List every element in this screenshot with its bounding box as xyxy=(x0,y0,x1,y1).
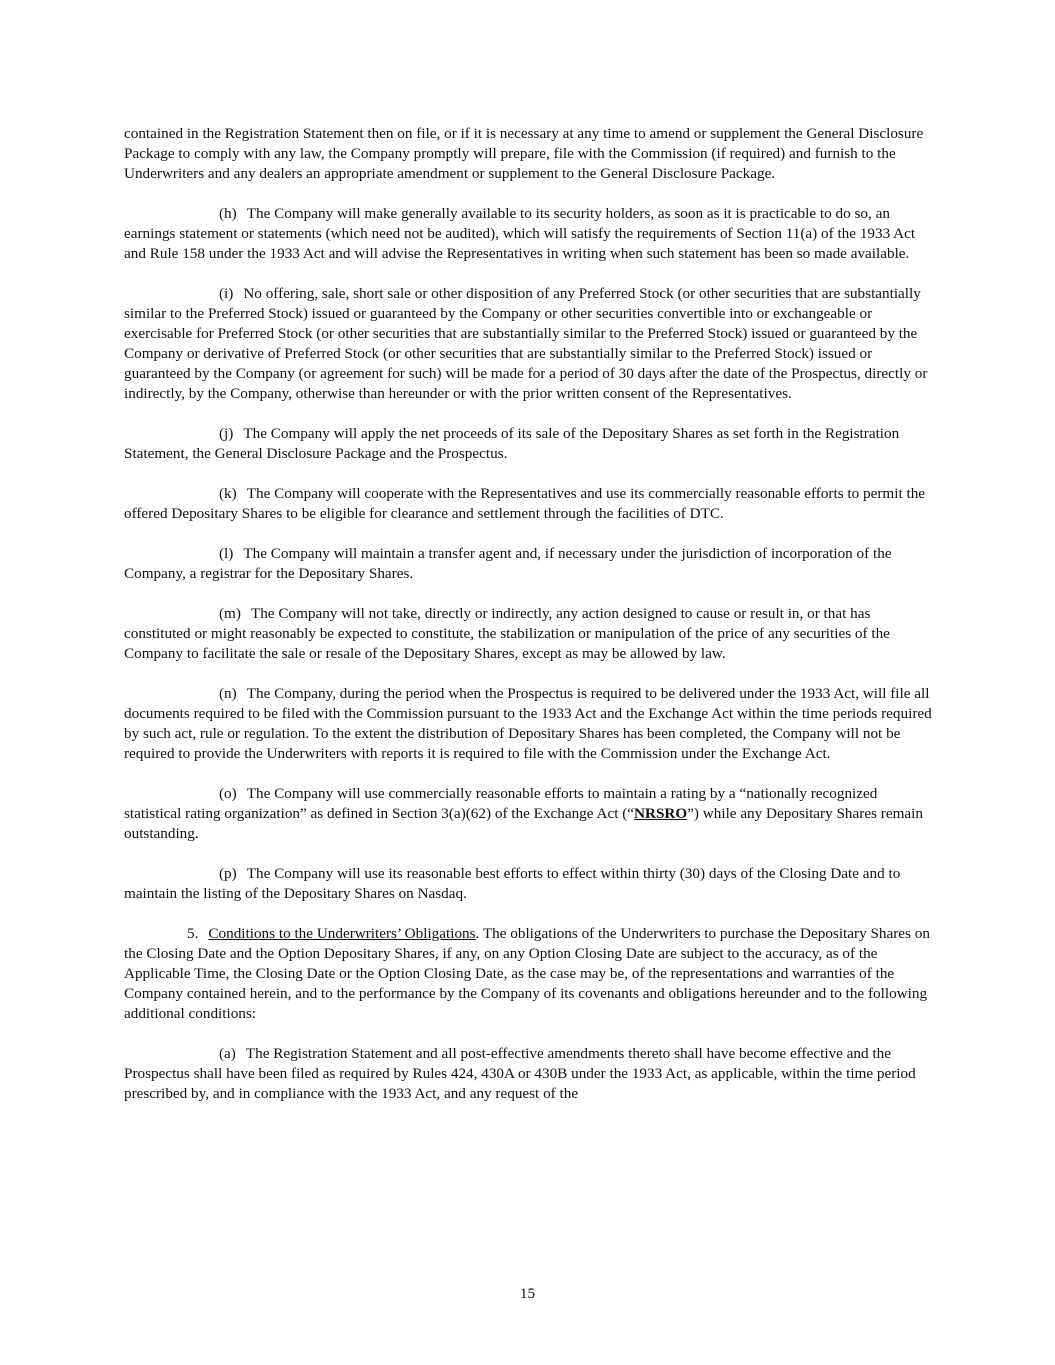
defined-term-nrsro: NRSRO xyxy=(634,805,688,822)
clause-label: (o) xyxy=(219,785,237,802)
clause-label: (i) xyxy=(219,285,234,302)
clause-h xyxy=(124,204,934,264)
section-number: 5. xyxy=(187,925,199,942)
clause-text: The Company will not take, directly or indirectly, any action designed to cause or result in, or that has constituted or might reasonably be expected to constitute, the stabilization or manipulation of the price of any securities of the Company to facilitate the sale or resale of the Depositary Shares, except as may be allowed by law. xyxy=(124,605,890,662)
clause-label: (l) xyxy=(219,545,234,562)
clause-text: The Company will use commercially reasonable efforts to maintain a rating by a “nationally recognized statistical rating organization” as defined in Section 3(a)(62) of the Exchange Act (“ xyxy=(124,785,878,822)
clause-l xyxy=(124,544,934,584)
section-5 xyxy=(124,924,934,1024)
clause-text: The Company will maintain a transfer agent and, if necessary under the jurisdiction of incorporation of the Company, a registrar for the Depositary Shares. xyxy=(124,545,892,582)
clause-j xyxy=(124,424,934,464)
clause-label: (k) xyxy=(219,485,237,502)
section-text: . The obligations of the Underwriters to purchase the Depositary Shares on the Closing Date and the Option Depositary Shares, if any, on any Option Closing Date are subject to the accuracy, as of the Applicable Time, the Closing Date or the Option Closing Date, as the case may be, of the representations and warranties of the Company contained herein, and to the performance by the Company of its covenants and obligations hereunder and to the following additional conditions: xyxy=(124,925,930,1022)
clause-i xyxy=(124,284,934,404)
clause-text: No offering, sale, short sale or other disposition of any Preferred Stock (or other securities that are substantially similar to the Preferred Stock) issued or guaranteed by the Company or other securities convertible into or exchangeable or exercisable for Preferred Stock (or other securities that are substantially similar to the Preferred Stock) issued or guaranteed by the Company or derivative of Preferred Stock (or other securities that are substantially similar to the Preferred Stock) issued or guaranteed by the Company (or agreement for such) will be made for a period of 30 days after the date of the Prospectus, directly or indirectly, by the Company, otherwise than hereunder or with the prior written consent of the Representatives. xyxy=(124,285,928,402)
clause-text: The Company will cooperate with the Representatives and use its commercially reasonable efforts to permit the offered Depositary Shares to be eligible for clearance and settlement through the facilities of DTC. xyxy=(124,485,926,522)
clause-text: The Company will apply the net proceeds of its sale of the Depositary Shares as set forth in the Registration Statement, the General Disclosure Package and the Prospectus. xyxy=(124,425,900,462)
clause-k xyxy=(124,484,934,524)
clause-label: (a) xyxy=(219,1045,236,1062)
clause-text: The Company, during the period when the Prospectus is required to be delivered under the 1933 Act, will file all documents required to be filed with the Commission pursuant to the 1933 Act and the Exchange Act within the time periods required by such act, rule or regulation. To the extent the distribution of Depositary Shares has been completed, the Company will not be required to provide the Underwriters with reports it is required to file with the Commission under the Exchange Act. xyxy=(124,685,932,762)
clause-a xyxy=(124,1044,934,1104)
clause-label: (h) xyxy=(219,205,237,222)
clause-label: (p) xyxy=(219,865,237,882)
document-page xyxy=(124,124,934,1124)
clause-p xyxy=(124,864,934,904)
clause-text: The Company will make generally available to its security holders, as soon as it is practicable to do so, an earnings statement or statements (which need not be audited), which will satisfy the requirements of Section 11(a) of the 1933 Act and Rule 158 under the 1933 Act and will advise the Representatives in writing when such statement has been so made available. xyxy=(124,205,916,262)
page-number: 15 xyxy=(519,1285,536,1302)
section-heading: Conditions to the Underwriters’ Obligations xyxy=(208,925,476,942)
clause-m xyxy=(124,604,934,664)
clause-n xyxy=(124,684,934,764)
clause-label: (j) xyxy=(219,425,234,442)
clause-o xyxy=(124,784,934,844)
clause-text: The Registration Statement and all post-effective amendments thereto shall have become effective and the Prospectus shall have been filed as required by Rules 424, 430A or 430B under the 1933 Act, as applicable, within the time period prescribed by, and in compliance with the 1933 Act, and any request of the xyxy=(124,1045,916,1102)
continuation-paragraph: contained in the Registration Statement then on file, or if it is necessary at any time to amend or supplement the General Disclosure Package to comply with any law, the Company promptly will prepare, file with the Commission (if required) and furnish to the Underwriters and any dealers an appropriate amendment or supplement to the General Disclosure Package. xyxy=(124,125,924,182)
clause-text-end: ”) while any Depositary Shares remain outstanding. xyxy=(124,805,923,842)
clause-label: (m) xyxy=(219,605,241,622)
clause-text: The Company will use its reasonable best efforts to effect within thirty (30) days of the Closing Date and to maintain the listing of the Depositary Shares on Nasdaq. xyxy=(124,865,901,902)
clause-label: (n) xyxy=(219,685,237,702)
